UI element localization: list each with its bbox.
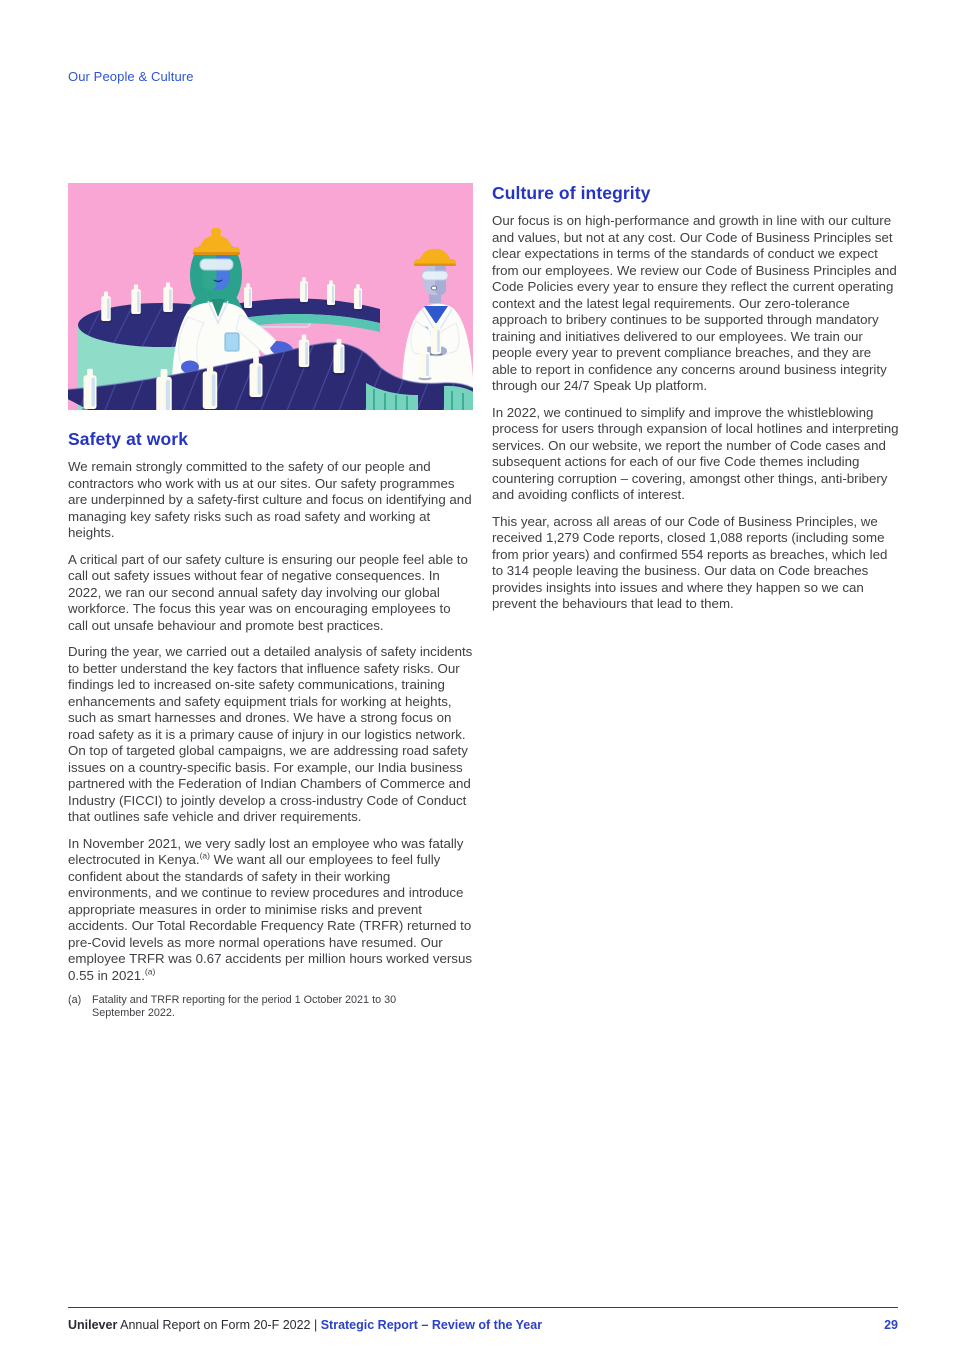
- page-number: 29: [884, 1318, 898, 1332]
- page-footer: [68, 1307, 898, 1332]
- left-paragraph-4: [68, 836, 473, 985]
- footer-brand: Unilever: [68, 1318, 118, 1332]
- safety-illustration: [68, 183, 473, 410]
- footnote-marker: (a): [199, 850, 210, 861]
- footer-report-title: Annual Report on Form 20-F 2022 |: [117, 1318, 321, 1332]
- paragraph-text: In November 2021, we very sadly lost an employee who was fatally electrocuted in Kenya.: [68, 835, 464, 867]
- footnote: [68, 994, 473, 1020]
- left-column: [68, 183, 473, 1020]
- content-columns: [68, 183, 900, 1020]
- right-heading: Culture of integrity: [492, 183, 651, 203]
- footnote-text: Fatality and TRFR reporting for the period 1 October 2021 to 30 September 2022.: [92, 994, 397, 1020]
- right-column: [492, 183, 900, 1020]
- paragraph-text: We want all our employees to feel fully confident about the standards of safety in their working environments, and we continue to review procedures and introduce appropriate measures in order to minimise risks and prevent accidents. Our Total Recordable Frequency Rate (TRFR) returned to pre-Covid levels as more normal operations have resumed. Our employee TRFR was 0.67 accidents per million hours worked versus 0.55 in 2021.: [68, 852, 473, 983]
- left-paragraph-2: A critical part of our safety culture is ensuring our people feel able to call out safety issues without fear of negative consequences. In 2022, we ran our second annual safety day involving our global workforce. The focus this year was on encouraging employees to call out unsafe behaviour and promote best practices.: [68, 551, 468, 633]
- right-paragraph-2: In 2022, we continued to simplify and improve the whistleblowing process for users through expansion of local hotlines and interpreting services. On our website, we report the number of Code cases and subsequent actions for each of our five Code themes including countering corruption – covering, amongst other things, anti-bribery and avoiding conflicts of interest.: [492, 404, 899, 502]
- footnote-marker-label: (a): [68, 994, 82, 1006]
- right-paragraph-3: This year, across all areas of our Code of Business Principles, we received 1,279 Code reports, closed 1,088 reports (including some from prior years) and confirmed 554 reports as breaches, which led to 314 people leaving the business. Our data on Code breaches provides insights into issues and where they happen so we can prevent the behaviours that lead to them.: [492, 513, 888, 611]
- footer-section: Strategic Report – Review of the Year: [320, 1318, 543, 1332]
- section-eyebrow: Our People & Culture: [68, 69, 194, 84]
- footer-left: [68, 1318, 542, 1332]
- left-paragraph-1: We remain strongly committed to the safety of our people and contractors who work with us at our sites. Our safety programmes are underpinned by a safety-first culture and focus on identifying and managing key safety risks such as road safety and working at heights.: [68, 459, 472, 540]
- right-paragraph-1: Our focus is on high-performance and growth in line with our culture and values, but not at any cost. Our Code of Business Principles set clear expectations in terms of the standards of conduct we expect from our employees. We review our Code of Business Principles and Code Policies every year to ensure they reflect the current operating context and the latest legal requirements. Our zero-tolerance approach to bribery continues to be supported through mandatory training and initiatives delivered to our employees. We train our people every year to prevent compliance breaches, and they are able to report in confidence any concerns around business integrity through our 24/7 Speak Up platform.: [492, 213, 897, 393]
- left-paragraph-3: During the year, we carried out a detailed analysis of safety incidents to better understand the key factors that influence safety risks. Our findings led to increased on-site safety communications, training enhancements and safety equipment trials for working at heights, such as smart harnesses and drones. We have a strong focus on road safety as it is a primary cause of injury in our logistics network. On top of targeted global campaigns, we are addressing road safety issues on a country-specific basis. For example, our India business partnered with the Federation of Indian Chambers of Commerce and Industry (FICCI) to jointly develop a cross-industry Code of Conduct that outlines safe vehicle and driver requirements.: [68, 644, 473, 824]
- left-heading: Safety at work: [68, 429, 189, 449]
- footnote-marker: (a): [144, 966, 156, 977]
